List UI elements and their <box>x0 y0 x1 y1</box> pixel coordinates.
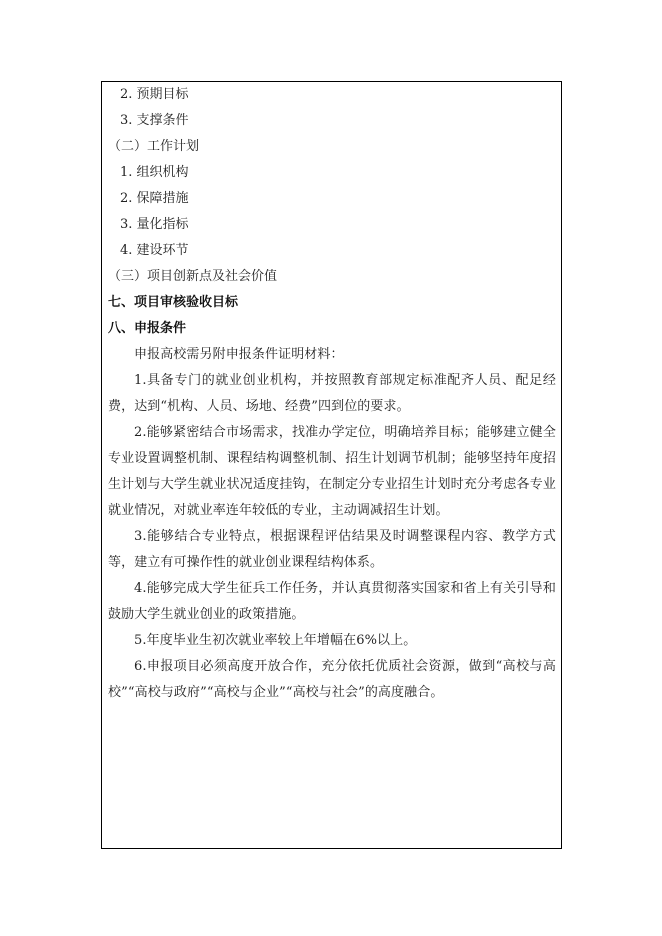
outline-item-safeguards: 2. 保障措施 <box>120 191 189 206</box>
outline-item-support-conditions: 3. 支撑条件 <box>120 113 189 128</box>
condition-item-3: 3.能够结合专业特点，根据课程评估结果及时调整课程内容、教学方式等，建立有可操作性的就业创业课程结构体系。 <box>108 529 556 570</box>
outline-heading-work-plan: （二）工作计划 <box>108 139 200 154</box>
condition-item-6: 6.申报项目必须高度开放合作，充分依托优质社会资源，做到“高校与高校”“高校与政府”“高校与企业”“高校与社会”的高度融合。 <box>108 659 556 700</box>
condition-item-4: 4.能够完成大学生征兵工作任务，并认真贯彻落实国家和省上有关引导和鼓励大学生就业创业的政策措施。 <box>108 581 556 622</box>
outline-item-expected-goals: 2. 预期目标 <box>120 87 189 102</box>
outline-item-quantified-indicators: 3. 量化指标 <box>120 217 189 232</box>
section-heading-acceptance-goals: 七、项目审核验收目标 <box>108 295 239 310</box>
section-heading-application-conditions: 八、申报条件 <box>108 321 187 336</box>
outline-item-construction-steps: 4. 建设环节 <box>120 243 189 258</box>
document-table-cell <box>101 81 562 849</box>
conditions-intro: 申报高校需另附申报条件证明材料： <box>134 347 344 362</box>
outline-item-organization: 1. 组织机构 <box>120 165 189 180</box>
outline-heading-innovation-value: （三）项目创新点及社会价值 <box>108 269 278 284</box>
condition-item-1: 1.具备专门的就业创业机构，并按照教育部规定标准配齐人员、配足经费，达到“机构、人员、场地、经费”四到位的要求。 <box>108 373 556 414</box>
condition-item-5: 5.年度毕业生初次就业率较上年增幅在6%以上。 <box>134 633 417 648</box>
condition-item-2: 2.能够紧密结合市场需求，找准办学定位，明确培养目标；能够建立健全专业设置调整机制、课程结构调整机制、招生计划调节机制；能够坚持年度招生计划与大学生就业状况适度挂钩，在制定分专业招生计划时充分考虑各专业就业情况，对就业率连年较低的专业，主动调减招生计划。 <box>108 425 556 518</box>
